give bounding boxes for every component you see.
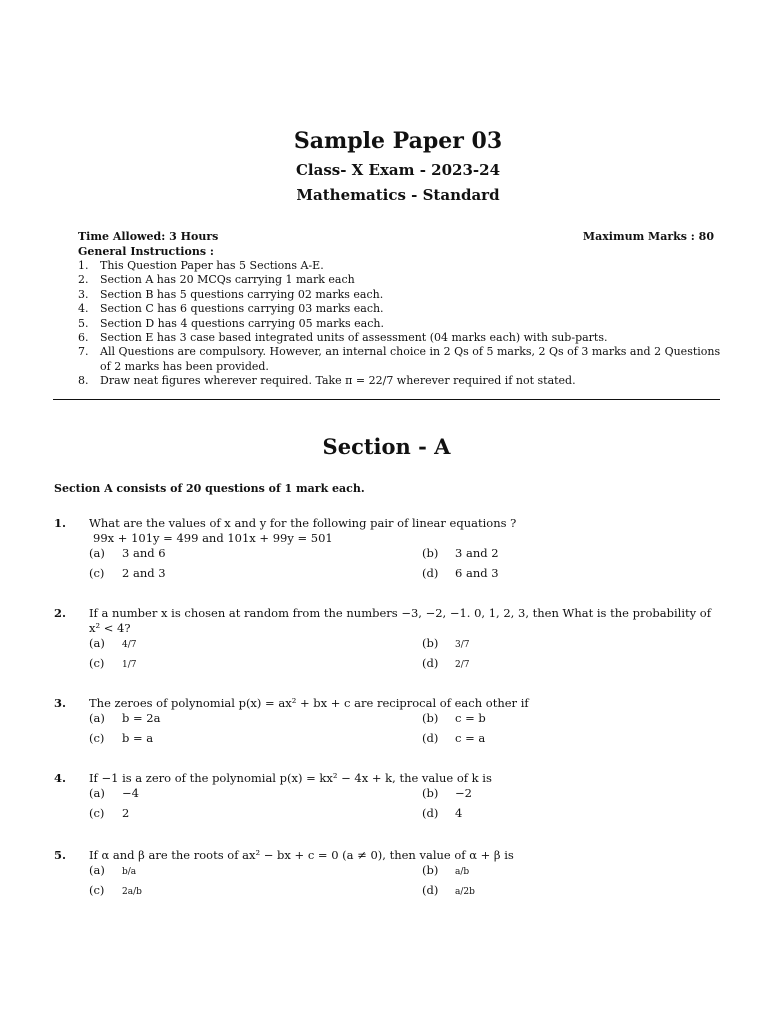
instruction-item	[78, 317, 723, 331]
instruction-number: 4.	[78, 302, 89, 316]
subject-line: Mathematics - Standard	[296, 186, 500, 204]
option-text: c = b	[455, 711, 486, 725]
class-line: Class- X Exam - 2023-24	[295, 161, 501, 179]
option-text: −2	[455, 786, 472, 800]
option-label: (c)	[89, 806, 105, 820]
time-allowed: Time Allowed: 3 Hours	[78, 230, 219, 243]
instruction-item	[78, 374, 723, 388]
option-label: (c)	[89, 731, 105, 745]
question-text: If −1 is a zero of the polynomial p(x) = kx² − 4x + k, the value of k is	[89, 771, 492, 785]
option-text: b/a	[122, 867, 137, 877]
option-label: (b)	[422, 711, 439, 725]
instruction-number: 3.	[78, 287, 89, 301]
option-label: (c)	[89, 566, 105, 580]
option-b	[422, 786, 472, 800]
option-c	[89, 566, 166, 580]
instructions-list	[78, 259, 723, 389]
option-d	[422, 883, 475, 897]
option-a	[89, 546, 166, 560]
option-label: (d)	[422, 566, 439, 580]
option-c	[89, 806, 129, 820]
instruction-number: 2.	[78, 273, 89, 287]
instruction-text: Section D has 4 questions carrying 05 marks each.	[100, 316, 384, 330]
option-label: (b)	[422, 546, 439, 560]
option-d	[422, 656, 469, 670]
instruction-text: Section E has 3 case based integrated units of assessment (04 marks each) with sub-parts.	[100, 331, 608, 345]
option-label: (b)	[422, 863, 439, 877]
horizontal-divider	[53, 399, 720, 400]
option-text: b = 2a	[122, 711, 161, 725]
option-text: 4/7	[122, 640, 137, 650]
instruction-item	[78, 273, 723, 287]
option-text: 2a/b	[122, 887, 142, 897]
question-number: 4.	[54, 771, 67, 785]
option-label: (d)	[422, 883, 439, 897]
option-text: c = a	[455, 731, 486, 745]
option-text: 3 and 6	[122, 546, 166, 560]
question-text: If a number x is chosen at random from the numbers −3, −2, −1. 0, 1, 2, 3, then What is the probability of x² < 4?	[89, 606, 711, 635]
option-b	[422, 863, 469, 877]
option-text: 3 and 2	[455, 546, 499, 560]
option-text: 2/7	[455, 660, 470, 670]
option-c	[89, 656, 136, 670]
question-number: 1.	[54, 516, 67, 530]
option-a	[89, 636, 136, 650]
general-instructions-heading: General Instructions :	[78, 245, 214, 258]
option-label: (a)	[89, 786, 105, 800]
instruction-item	[78, 288, 723, 302]
option-text: a/b	[455, 867, 470, 877]
option-text: 6 and 3	[455, 566, 499, 580]
paper-title: Sample Paper 03	[293, 128, 503, 154]
option-text: 3/7	[455, 640, 470, 650]
option-text: b = a	[122, 731, 154, 745]
instruction-item	[78, 259, 723, 273]
option-b	[422, 711, 486, 725]
instruction-text: This Question Paper has 5 Sections A-E.	[100, 259, 324, 272]
instruction-item	[78, 345, 723, 374]
option-text: −4	[122, 786, 139, 800]
option-label: (a)	[89, 863, 105, 877]
option-a	[89, 786, 139, 800]
option-label: (a)	[89, 546, 105, 560]
instruction-item	[78, 331, 723, 345]
option-b	[422, 546, 499, 560]
option-label: (d)	[422, 806, 439, 820]
option-b	[422, 636, 469, 650]
question-text: If α and β are the roots of ax² − bx + c = 0 (a ≠ 0), then value of α + β is	[89, 848, 514, 862]
instruction-text: Section B has 5 questions carrying 02 marks each.	[100, 287, 384, 301]
option-label: (b)	[422, 636, 439, 650]
question-number: 5.	[54, 848, 67, 862]
option-text: 4	[455, 806, 463, 820]
option-text: 1/7	[122, 660, 137, 670]
option-label: (d)	[422, 656, 439, 670]
option-c	[89, 883, 142, 897]
instruction-text: Section C has 6 questions carrying 03 marks each.	[100, 302, 384, 316]
instruction-number: 1.	[78, 259, 89, 272]
section-title: Section - A	[322, 434, 451, 459]
question-text: The zeroes of polynomial p(x) = ax² + bx + c are reciprocal of each other if	[89, 696, 529, 710]
option-label: (a)	[89, 711, 105, 725]
maximum-marks: Maximum Marks : 80	[582, 230, 714, 243]
instruction-text: All Questions are compulsory. However, an internal choice in 2 Qs of 5 marks, 2 Qs of 3 marks and 2 Questions of 2 marks has been provided.	[100, 345, 721, 373]
option-label: (d)	[422, 731, 439, 745]
instruction-item	[78, 302, 723, 316]
question-equations: 99x + 101y = 499 and 101x + 99y = 501	[93, 531, 333, 545]
instruction-text: Draw neat figures wherever required. Take π = 22/7 wherever required if not stated.	[100, 374, 576, 388]
option-d	[422, 566, 499, 580]
option-d	[422, 731, 485, 745]
option-c	[89, 731, 153, 745]
section-note: Section A consists of 20 questions of 1 mark each.	[54, 482, 365, 495]
option-a	[89, 711, 160, 725]
option-text: a/2b	[455, 887, 475, 897]
option-text: 2	[122, 806, 130, 820]
instruction-number: 6.	[78, 331, 89, 345]
option-label: (c)	[89, 883, 105, 897]
option-label: (a)	[89, 636, 105, 650]
option-a	[89, 863, 136, 877]
instruction-number: 5.	[78, 316, 89, 330]
option-label: (c)	[89, 656, 105, 670]
instruction-text: Section A has 20 MCQs carrying 1 mark each	[100, 273, 355, 287]
option-d	[422, 806, 462, 820]
instruction-number: 7.	[78, 345, 89, 359]
option-label: (b)	[422, 786, 439, 800]
instruction-number: 8.	[78, 374, 89, 388]
question-text: What are the values of x and y for the following pair of linear equations ?	[89, 516, 517, 530]
question-number: 2.	[54, 606, 67, 620]
question-number: 3.	[54, 696, 67, 710]
option-text: 2 and 3	[122, 566, 166, 580]
